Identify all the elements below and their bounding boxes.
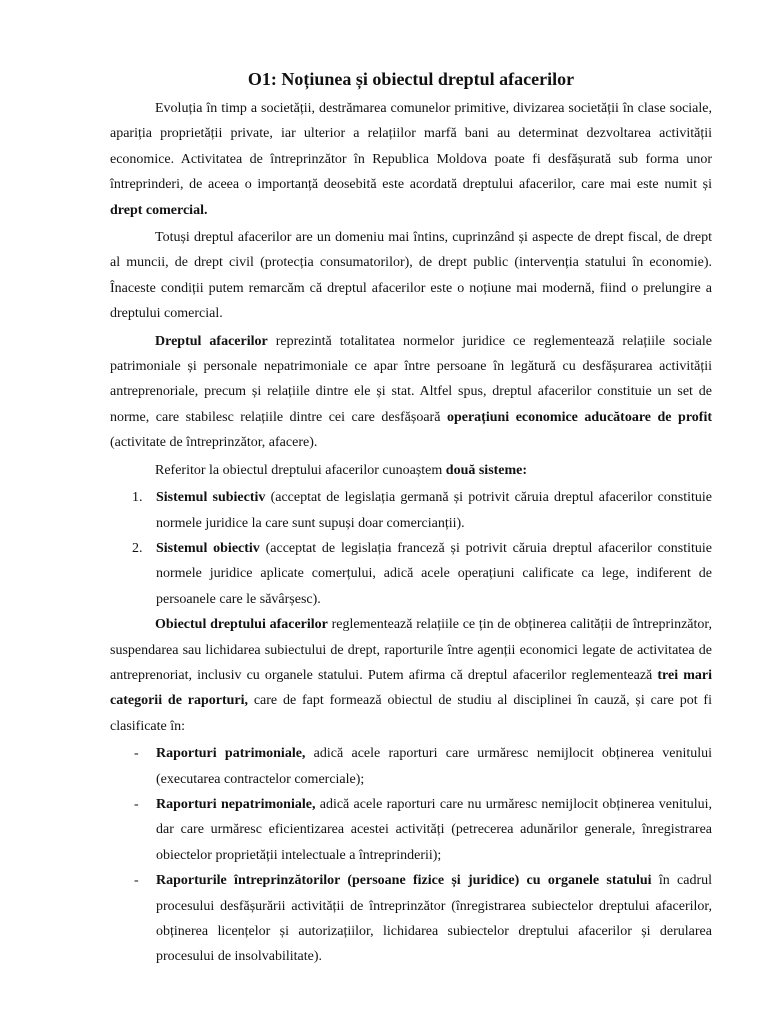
emphasis-text: Raporturi patrimoniale, xyxy=(156,746,306,762)
emphasis-text: Sistemul subiectiv xyxy=(156,490,266,506)
paragraph-scope xyxy=(110,225,712,327)
list-marker: 1. xyxy=(132,490,143,506)
emphasis-text: Raporturi nepatrimoniale, xyxy=(156,796,316,812)
list-item xyxy=(110,485,712,536)
emphasis-text: Raporturile întreprinzătorilor (persoane fizice și juridice) cu organele statului xyxy=(156,873,652,889)
paragraph-text: Evoluția în timp a societății, destrămarea comunelor primitive, divizarea societății în clase sociale, apariția proprietății private, iar ulterior a relațiilor marfă bani au determinat dezvoltarea activității economice. Activitatea de întreprinzător în Republica Moldova poate fi desfășurată sub forma unor întreprinderi, de aceea o importanță deosebită este acordată dreptului afacerilor, care mai este numit și xyxy=(110,101,712,193)
list-item xyxy=(110,536,712,612)
paragraph-object xyxy=(110,612,712,739)
emphasis-text: Obiectul dreptului afacerilor xyxy=(155,617,328,633)
paragraph-text: reglementează relațiile ce țin de obținerea calității de întreprinzător, suspendarea sau lichidarea subiectului de drept, raporturile între agenții economici legate de activitatea de antreprenoriat, inclusiv cu organele statului. Putem afirma că dreptul afacerilor reglementează xyxy=(110,617,713,683)
list-item xyxy=(110,792,712,868)
emphasis-text: Dreptul afacerilor xyxy=(155,333,268,349)
paragraph-text: care de fapt formează obiectul de studiu al disciplinei în cauză, și care pot fi clasificate în: xyxy=(110,693,712,734)
emphasis-text: trei mari categorii de raporturi, xyxy=(110,667,713,709)
categories-list xyxy=(110,741,712,970)
list-item-text: adică acele raporturi care nu urmăresc nemijlocit obținerea venitului, dar care urmăresc eficientizarea acestei activități (petrecerea adunărilor generale, înregistrarea obiectelor proprietății intelectuale a întreprinderii); xyxy=(156,796,713,863)
list-marker: - xyxy=(134,746,139,762)
list-item xyxy=(110,868,712,970)
paragraph-text: (activitate de întreprinzător, afacere). xyxy=(110,435,318,451)
list-marker: - xyxy=(134,796,139,812)
systems-list xyxy=(110,485,712,612)
paragraph-definition xyxy=(110,329,712,456)
paragraph-text: Totuși dreptul afacerilor are un domeniu mai întins, cuprinzând și aspecte de drept fiscal, de drept al muncii, de drept civil (protecția consumatorilor), de drept public (intervenția statului în economie). Înaceste condiții putem remarcăm că dreptul afacerilor este o noțiune mai modernă, fiind o prelungire a dreptului comercial. xyxy=(110,230,712,322)
page-title: O1: Noțiunea și obiectul dreptul afacerilor xyxy=(247,69,575,89)
paragraph-systems-intro xyxy=(110,458,712,483)
emphasis-text: operațiuni economice aducătoare de profit xyxy=(446,409,712,425)
list-item-text: adică acele raporturi care urmăresc nemijlocit obținerea venitului (executarea contractelor comerciale); xyxy=(156,746,713,787)
paragraph-text: reprezintă totalitatea normelor juridice ce reglementează relațiile sociale patrimoniale și personale nepatrimoniale ce apar între persoane în legătură cu desfășurarea activității antreprenoriale, precum și relațiile dintre ele și stat. Altfel spus, dreptul afacerilor constituie un set de norme, care stabilesc relațiile dintre cei care desfășoară xyxy=(110,333,712,425)
paragraph-text: Referitor la obiectul dreptului afacerilor cunoaștem xyxy=(155,462,446,478)
list-item-text: în cadrul procesului desfășurării activității de întreprinzător (înregistrarea subiectelor dreptului afacerilor, obținerea licențelor și autorizațiilor, lichidarea subiectelor dreptului afacerilor și derularea procesului de insolvabilitate). xyxy=(156,873,712,965)
emphasis-text: drept comercial. xyxy=(110,202,208,218)
paragraph-evolution xyxy=(110,96,712,223)
emphasis-text: două sisteme: xyxy=(445,462,528,478)
list-marker: - xyxy=(134,873,139,889)
list-item-text: (acceptat de legislația franceză și potrivit căruia dreptul afacerilor constituie normele juridice aplicate comerțului, adică acele operațiuni calificate ca lege, indiferent de persoanele care le săvârșesc). xyxy=(156,540,712,607)
emphasis-text: Sistemul obiectiv xyxy=(156,540,260,556)
list-item xyxy=(110,741,712,792)
list-item-text: (acceptat de legislația germană și potrivit căruia dreptul afacerilor constituie normele juridice la care sunt supuși doar comercianții). xyxy=(156,490,713,531)
list-marker: 2. xyxy=(132,540,143,556)
